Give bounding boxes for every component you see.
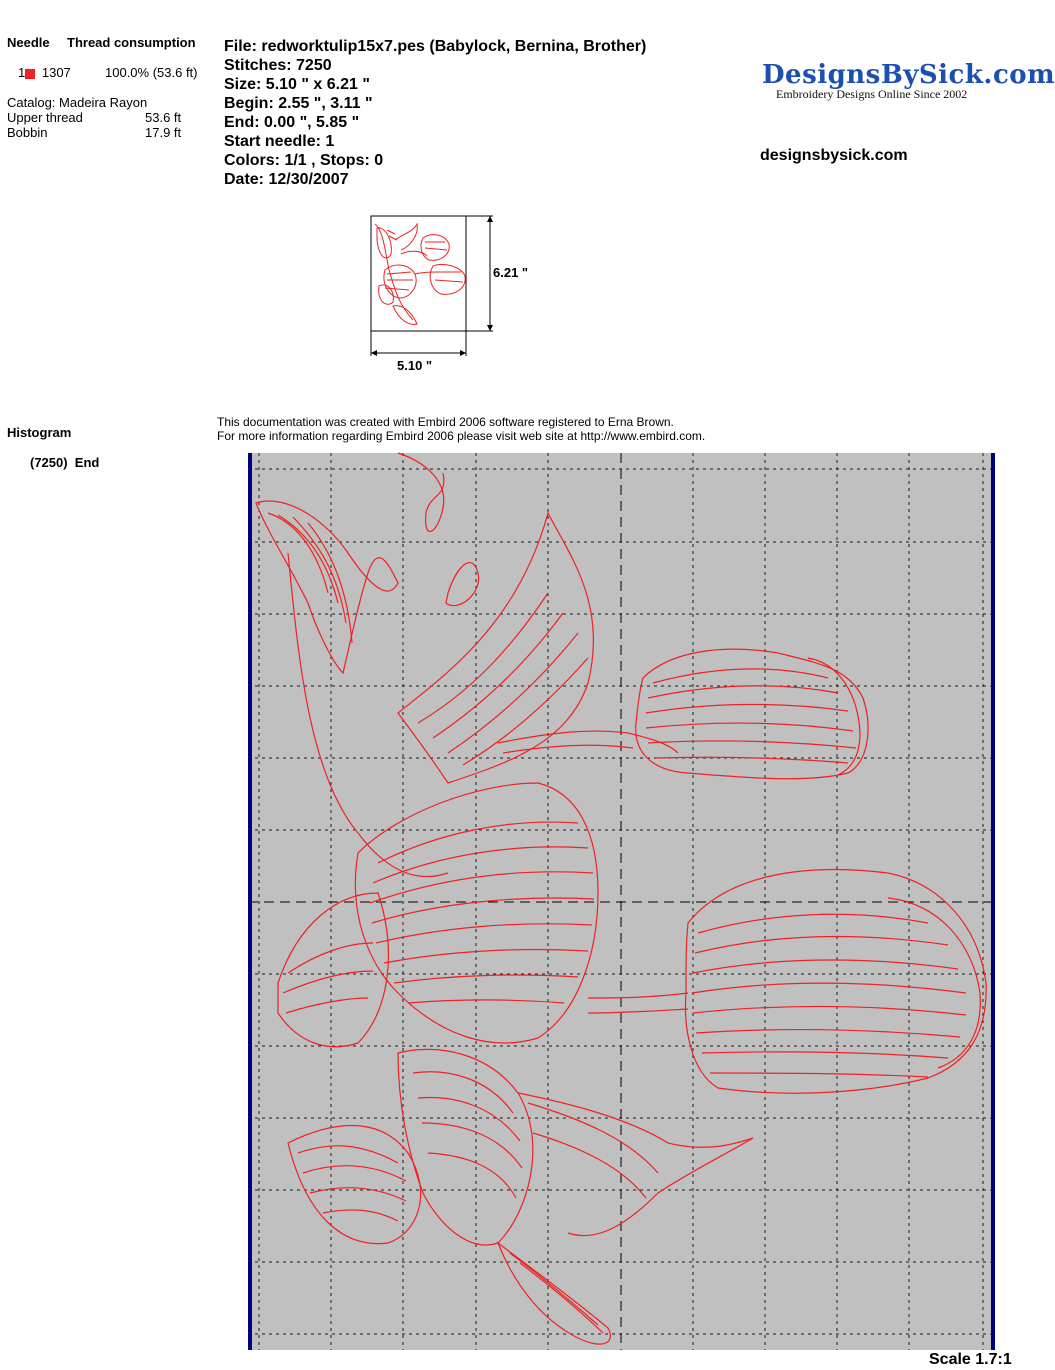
catalog-label: Catalog: Madeira Rayon [7, 95, 148, 110]
site-logo [762, 60, 1055, 102]
thumbnail-height-label: 6.21 " [493, 265, 529, 280]
design-thumbnail [365, 210, 545, 380]
notice-line-2: For more information regarding Embird 2006 please visit web site at http://www.embird.com. [217, 429, 706, 443]
center-lines [248, 453, 995, 1350]
upper-thread-value: 53.6 ft [145, 110, 182, 125]
design-size: Size: 5.10 " x 6.21 " [224, 76, 370, 93]
thread-consumption-header: Thread consumption [67, 35, 196, 50]
histogram-title: Histogram [7, 425, 72, 440]
thumbnail-drawing [365, 210, 545, 380]
bobbin-value: 17.9 ft [145, 125, 182, 140]
design-date: Date: 12/30/2007 [224, 171, 349, 188]
end-position: End: 0.00 ", 5.85 " [224, 114, 360, 131]
file-info [224, 37, 646, 189]
colors-stops: Colors: 1/1 , Stops: 0 [224, 152, 384, 169]
scale-label: Scale 1.7:1 [929, 1351, 1012, 1368]
histogram-entry: (7250) End [30, 455, 100, 470]
bobbin-label: Bobbin [7, 125, 48, 140]
logo-tagline: Embroidery Designs Online Since 2002 [776, 87, 968, 101]
thread-color-swatch [25, 69, 35, 79]
needle-header: Needle [7, 35, 50, 50]
upper-thread-label: Upper thread [7, 110, 83, 125]
logo-wordmark: DesignsBySick.com [762, 60, 1055, 90]
begin-position: Begin: 2.55 ", 3.11 " [224, 95, 373, 112]
design-preview-drawing [248, 453, 995, 1350]
design-preview [248, 453, 995, 1350]
start-needle: Start needle: 1 [224, 133, 335, 150]
stitch-count: Stitches: 7250 [224, 57, 332, 74]
thumbnail-width-label: 5.10 " [397, 358, 433, 373]
thread-color-code: 1307 [41, 65, 71, 80]
thread-consumption-value: 100.0% (53.6 ft) [105, 65, 198, 80]
needle-number: 1 [18, 65, 26, 80]
file-name: File: redworktulip15x7.pes (Babylock, Bernina, Brother) [224, 38, 647, 55]
needle-row [18, 65, 71, 80]
embird-notice [217, 415, 705, 443]
notice-line-1: This documentation was created with Embird 2006 software registered to Erna Brown. [217, 415, 674, 429]
website-label: designsbysick.com [760, 147, 908, 164]
